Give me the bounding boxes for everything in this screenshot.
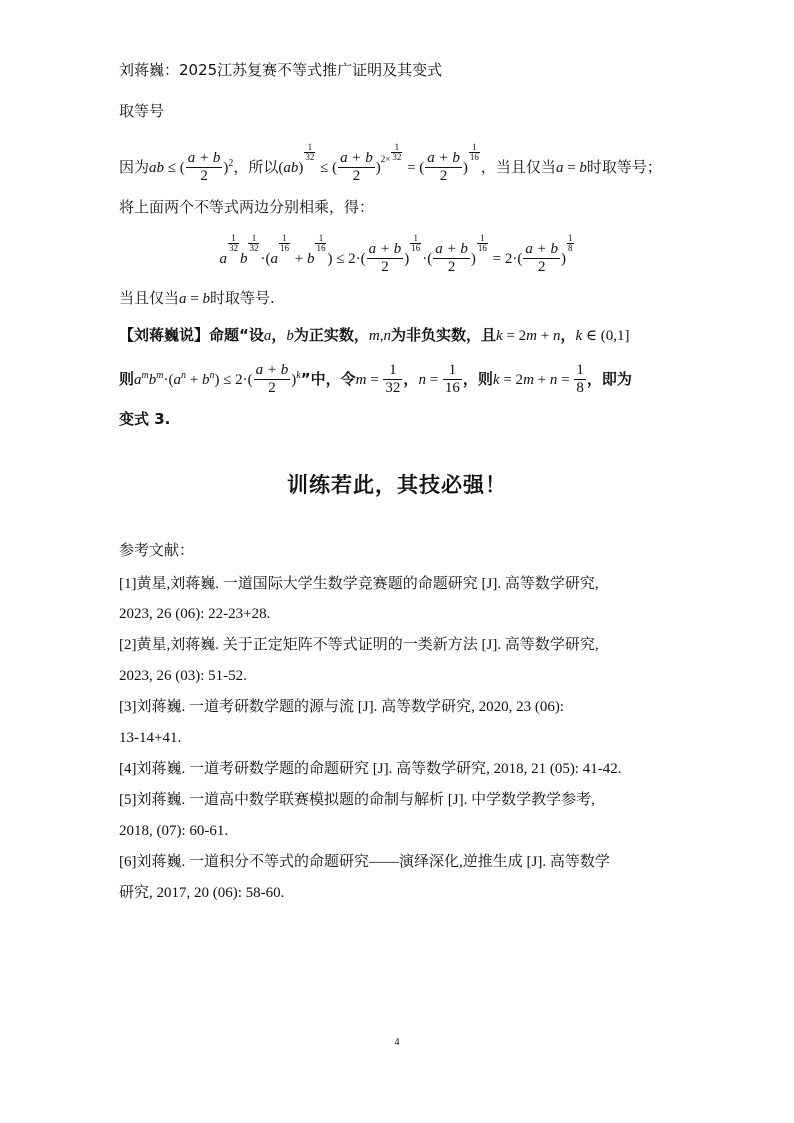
- reference-line: [4]刘蒋巍. 一道考研数学题的命题研究 [J]. 高等数学研究, 2018, 21 (05): 41-42.: [119, 761, 622, 777]
- page-header: 刘蒋巍：2025江苏复赛不等式推广证明及其变式: [119, 61, 443, 79]
- text-equality-2: 当且仅当a = b时取等号.: [119, 289, 275, 307]
- product-inequality: a $\frac{1}{32}$ b $\frac{1}{32}$ ·(a $\frac{1}{16}$ + b $\frac{1}{16}$ ) ≤ 2·( $\frac{a + b}{2}$ ) $\frac{1}{16}$ ·( $\frac{a + b}{2}$ ) $\frac{1}{16}$ = 2·( $\frac{a + b}{2}$ ) $\frac{1}{8}$: [219, 233, 573, 275]
- note-variant: 变式 3.: [119, 410, 171, 428]
- page-number: 4: [394, 1037, 400, 1048]
- reference-line: [2]黄星,刘蒋巍. 关于正定矩阵不等式证明的一类新方法 [J]. 高等数学研究,: [119, 637, 599, 653]
- inequality-line-1: 因为ab ≤ ( $\frac{a + b}{2}$ )$^2$，所以(ab) $\frac{1}{32}$ ≤ ( $\frac{a + b}{2}$ )2× $\frac{1}{32}$ = ( $\frac{a + b}{2}$ ) $\frac{1}{16}$ ，当且仅当a = b时取等号；: [119, 142, 662, 184]
- reference-line: [6]刘蒋巍. 一道积分不等式的命题研究——演绎深化,逆推生成 [J]. 高等数学: [119, 854, 610, 870]
- reference-line: 2023, 26 (06): 22-23+28.: [119, 606, 271, 622]
- reference-line: [1]黄星,刘蒋巍. 一道国际大学生数学竞赛题的命题研究 [J]. 高等数学研究,: [119, 576, 599, 592]
- references-title: 参考文献：: [119, 541, 195, 559]
- text-equality: 取等号: [119, 102, 165, 120]
- reference-line: [3]刘蒋巍. 一道考研数学题的源与流 [J]. 高等数学研究, 2020, 23 (06):: [119, 699, 564, 715]
- reference-line: [5]刘蒋巍. 一道高中数学联赛模拟题的命制与解析 [J]. 中学数学教学参考,: [119, 792, 595, 808]
- reference-line: 2023, 26 (03): 51-52.: [119, 668, 247, 684]
- reference-line: 2018, (07): 60-61.: [119, 823, 229, 839]
- note-line-2: 则$a^mb^m\cdot(a^n + b^n) \le 2\cdot$( $\frac{a + b}{2}$ )$^k$”中，令m = $\frac{1}{32}$ ，n = $\frac{1}{16}$ ，则k = 2m + n = $\frac{1}{8}$ ，即为: [119, 362, 632, 396]
- motto-heading: 训练若此，其技必强！: [287, 473, 507, 497]
- reference-line: 研究, 2017, 20 (06): 58-60.: [119, 885, 285, 901]
- reference-line: 13-14+41.: [119, 730, 182, 746]
- text-multiply: 将上面两个不等式两边分别相乘，得：: [119, 198, 375, 216]
- note-line-1: 【刘蒋巍说】命题“设a，b为正实数，m,n为非负实数，且k = 2m + n，k ∈ (0,1]: [119, 326, 630, 344]
